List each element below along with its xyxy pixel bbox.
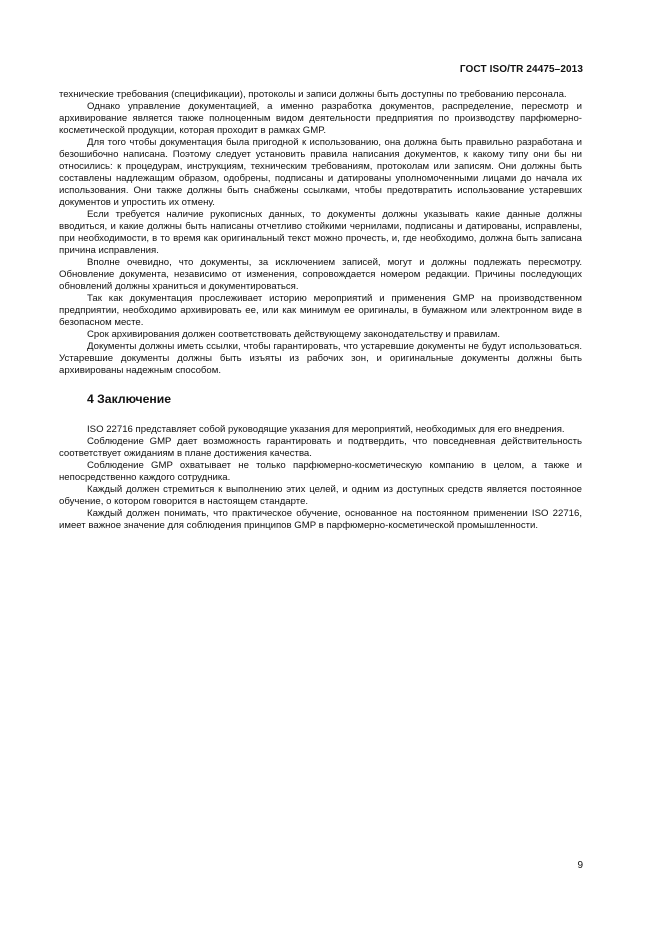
document-code: ГОСТ ISO/TR 24475–2013 — [459, 64, 583, 75]
body-paragraph: Так как документация прослеживает историю мероприятий и применения GMP на производственном предприятии, необходимо архивировать ее, или как минимум ее оригиналы, в бумажном или электронном виде в безопасном месте. — [59, 293, 582, 328]
body-paragraph: Каждый должен понимать, что практическое обучение, основанное на постоянном применении ISO 22716, имеет важное значение для соблюдения принципов GMP в парфюмерно-косметической промышленности. — [59, 508, 582, 531]
body-paragraph: ISO 22716 представляет собой руководящие указания для мероприятий, необходимых для его внедрения. — [87, 424, 565, 435]
body-paragraph: Вполне очевидно, что документы, за исключением записей, могут и должны подлежать пересмотру. Обновление документа, независимо от изменения, сопровождается номером редакции. Причины последующих обновлений должны храниться и документироваться. — [59, 257, 582, 292]
body-paragraph: Соблюдение GMP дает возможность гарантировать и подтвердить, что повседневная действительность соответствует ожиданиям в плане достижения качества. — [59, 436, 582, 459]
body-paragraph: Однако управление документацией, а именно разработка документов, распределение, пересмотр и архивирование является также полноценным видом деятельности предприятия по производству парфюмерно-косметической продукции, которая проходит в рамках GMP. — [59, 101, 582, 136]
body-paragraph: Соблюдение GMP охватывает не только парфюмерно-косметическую компанию в целом, а также и непосредственно каждого сотрудника. — [59, 460, 582, 483]
body-paragraph: Срок архивирования должен соответствовать действующему законодательству и правилам. — [87, 329, 501, 340]
section-heading: 4 Заключение — [87, 392, 171, 406]
page-body — [59, 89, 582, 532]
body-paragraph: Документы должны иметь ссылки, чтобы гарантировать, что устаревшие документы не будут использоваться. Устаревшие документы должны быть изъяты из рабочих зон, и оригинальные документы должны быть архивированы надежным способом. — [59, 341, 582, 376]
body-paragraph: Каждый должен стремиться к выполнению этих целей, и одним из доступных средств является постоянное обучение, о котором говорится в настоящем стандарте. — [59, 484, 582, 507]
body-paragraph: технические требования (спецификации), протоколы и записи должны быть доступны по требованию персонала. — [59, 89, 567, 100]
body-paragraph: Для того чтобы документация была пригодной к использованию, она должна быть правильно разработана и безошибочно написана. Поэтому следует установить правила написания документов, к какому типу они бы ни относились: к процедурам, инструкциям, техническим требованиям, протоколам или записям. Они должны быть составлены надлежащим образом, одобрены, подписаны и датированы уполномоченными лицами до начала их использования. Они также должны быть снабжены ссылками, чтобы предотвратить использование устаревших документов и упростить их отмену. — [59, 137, 582, 208]
page-number: 9 — [577, 860, 583, 871]
body-paragraph: Если требуется наличие рукописных данных, то документы должны указывать какие данные должны вводиться, и какие должны быть написаны отчетливо стойкими чернилами, подписаны и датированы, исправлены, при необходимости, в то время как оригинальный текст можно прочесть, и, где необходимо, должна быть записана причина исправления. — [59, 209, 582, 256]
